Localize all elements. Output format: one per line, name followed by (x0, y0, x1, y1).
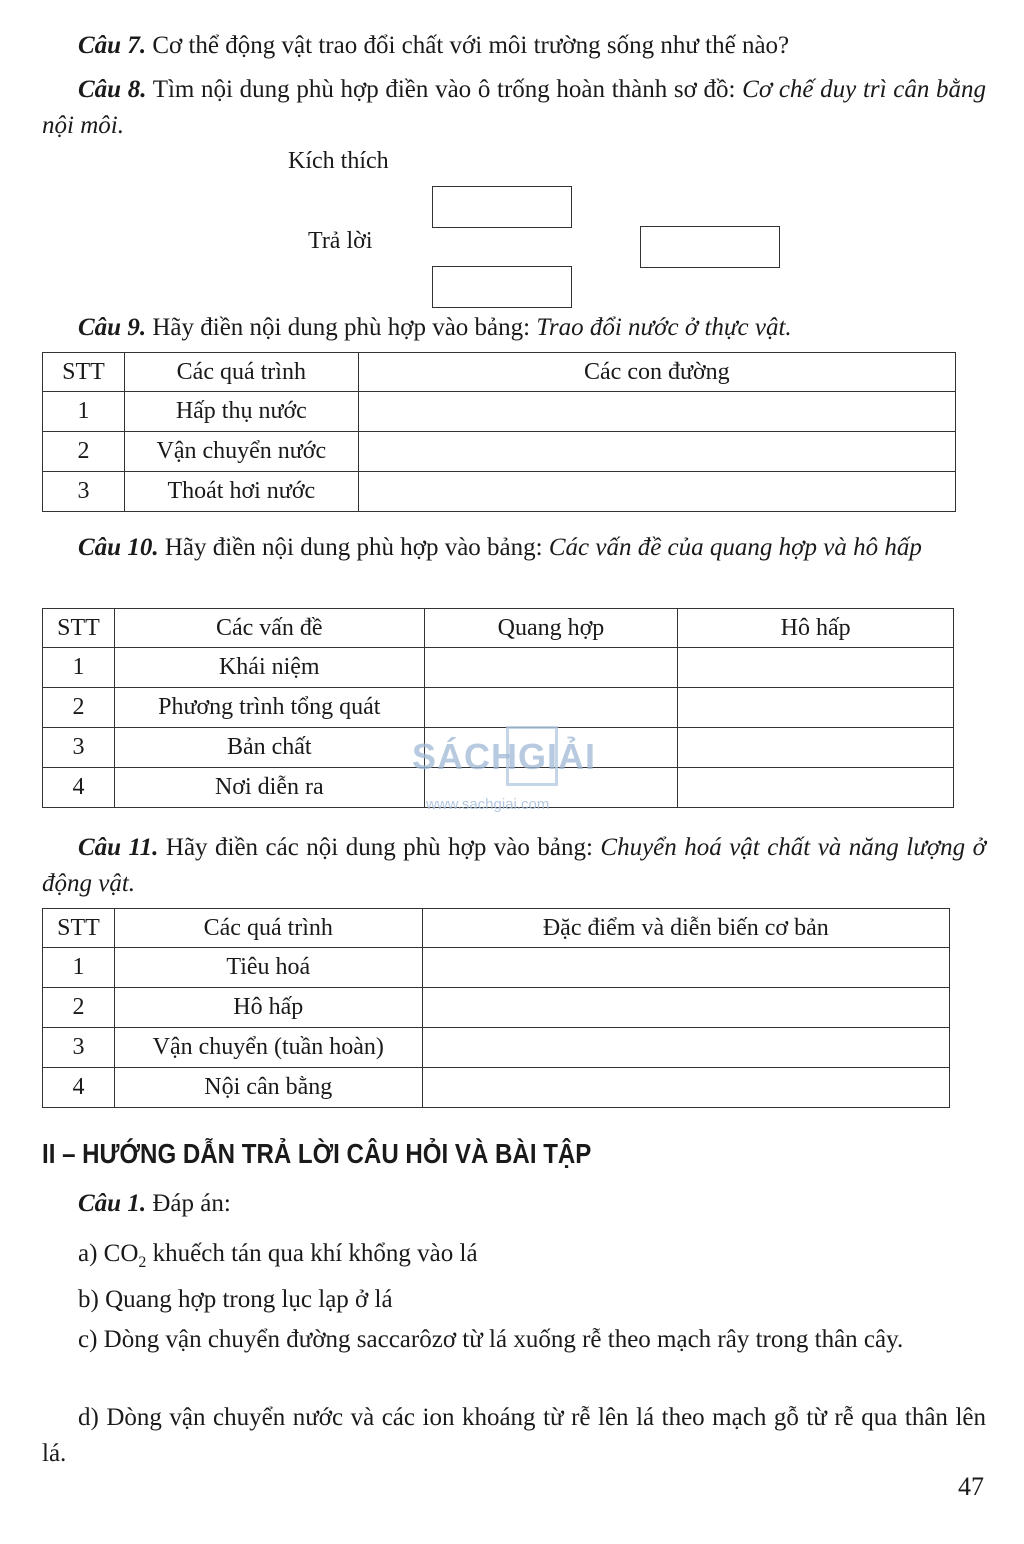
table-row (43, 392, 956, 432)
question-10 (42, 530, 986, 566)
cell-answer[interactable] (422, 1028, 949, 1068)
cell-answer[interactable] (424, 728, 678, 768)
question-7 (42, 28, 986, 64)
question-11-italic: Chuyển hoá vật chất và năng lượng ở động vật. (42, 834, 986, 897)
header-processes: Các quá trình (124, 353, 358, 392)
cell-answer[interactable] (422, 988, 949, 1028)
cell-stt: 4 (43, 768, 115, 808)
question-8-text: Tìm nội dung phù hợp điền vào ô trống hoàn thành sơ đồ: (146, 76, 743, 103)
answer-1d: d) Dòng vận chuyển nước và các ion khoáng từ rễ lên lá theo mạch gỗ từ rễ qua thân lên lá. (42, 1404, 986, 1467)
cell-process: Vận chuyển nước (124, 432, 358, 472)
question-7-text: Cơ thể động vật trao đổi chất với môi trường sống như thế nào? (146, 32, 790, 59)
question-8 (42, 72, 986, 144)
table-row (43, 768, 954, 808)
diagram-empty-box-right[interactable] (640, 226, 780, 268)
cell-answer[interactable] (678, 768, 954, 808)
question-11 (42, 830, 986, 902)
table-row (43, 688, 954, 728)
cell-answer[interactable] (424, 768, 678, 808)
table-row (43, 1028, 950, 1068)
answer-1-label: Câu 1. (78, 1190, 147, 1217)
cell-stt: 3 (43, 472, 125, 512)
answer-1a (42, 1236, 986, 1281)
header-characteristics: Đặc điểm và diễn biến cơ bản (422, 909, 949, 948)
cell-stt: 2 (43, 432, 125, 472)
answer-1a-pre: a) CO (78, 1240, 139, 1267)
table-row (43, 728, 954, 768)
cell-stt: 1 (43, 392, 125, 432)
cell-process: Nội cân bằng (114, 1068, 422, 1108)
answer-1-text: Đáp án: (146, 1190, 231, 1217)
table-animal-metabolism (42, 908, 950, 1108)
cell-answer[interactable] (424, 688, 678, 728)
answer-1a-sub: 2 (138, 1254, 147, 1271)
header-stt: STT (43, 909, 115, 948)
question-9-label: Câu 9. (78, 314, 147, 341)
answer-1c: c) Dòng vận chuyển đường saccarôzơ từ lá xuống rễ theo mạch rây trong thân cây. (78, 1326, 904, 1353)
cell-stt: 2 (43, 988, 115, 1028)
cell-stt: 1 (43, 648, 115, 688)
header-stt: STT (43, 609, 115, 648)
cell-stt: 3 (43, 1028, 115, 1068)
cell-answer[interactable] (358, 392, 955, 432)
cell-process: Vận chuyển (tuần hoàn) (114, 1028, 422, 1068)
question-7-label: Câu 7. (78, 32, 147, 59)
section-title: II – HƯỚNG DẪN TRẢ LỜI CÂU HỎI VÀ BÀI TẬP (42, 1138, 592, 1169)
answer-1 (42, 1186, 986, 1222)
table-row (43, 948, 950, 988)
cell-answer[interactable] (422, 1068, 949, 1108)
header-photosynthesis: Quang hợp (424, 609, 678, 648)
header-stt: STT (43, 353, 125, 392)
cell-answer[interactable] (678, 728, 954, 768)
cell-issue: Bản chất (114, 728, 424, 768)
header-issues: Các vấn đề (114, 609, 424, 648)
cell-issue: Khái niệm (114, 648, 424, 688)
table-row (43, 432, 956, 472)
diagram-empty-box-top[interactable] (432, 186, 572, 228)
answer-1a-post: khuếch tán qua khí khổng vào lá (146, 1240, 478, 1267)
cell-answer[interactable] (424, 648, 678, 688)
question-8-italic: Cơ chế duy trì cân bằng nội môi. (42, 76, 986, 139)
cell-process: Tiêu hoá (114, 948, 422, 988)
table-header-row (43, 353, 956, 392)
question-10-italic: Các vấn đề của quang hợp và hô hấp (548, 534, 922, 561)
question-9-text: Hãy điền nội dung phù hợp vào bảng: (146, 314, 537, 341)
watermark-url: www.sachgiai.com (426, 796, 550, 813)
cell-stt: 3 (43, 728, 115, 768)
question-11-label: Câu 11. (78, 834, 159, 861)
cell-stt: 1 (43, 948, 115, 988)
cell-stt: 2 (43, 688, 115, 728)
question-8-label: Câu 8. (78, 76, 147, 103)
cell-answer[interactable] (358, 472, 955, 512)
diagram-response-label: Trả lời (308, 228, 373, 254)
question-11-text: Hãy điền các nội dung phù hợp vào bảng: (158, 834, 601, 861)
cell-issue: Nơi diễn ra (114, 768, 424, 808)
cell-process: Hấp thụ nước (124, 392, 358, 432)
cell-process: Thoát hơi nước (124, 472, 358, 512)
header-respiration: Hô hấp (678, 609, 954, 648)
table-header-row (43, 909, 950, 948)
table-row (43, 1068, 950, 1108)
table-row (43, 472, 956, 512)
watermark-text: SÁCHGIẢI (412, 736, 597, 777)
table-row (43, 648, 954, 688)
table-header-row (43, 609, 954, 648)
table-photosynthesis-respiration (42, 608, 954, 808)
cell-stt: 4 (43, 1068, 115, 1108)
table-row (43, 988, 950, 1028)
question-10-label: Câu 10. (78, 534, 159, 561)
cell-answer[interactable] (678, 688, 954, 728)
cell-answer[interactable] (358, 432, 955, 472)
cell-answer[interactable] (422, 948, 949, 988)
cell-issue: Phương trình tổng quát (114, 688, 424, 728)
table-water-exchange (42, 352, 956, 512)
answer-1b: b) Quang hợp trong lục lạp ở lá (78, 1286, 393, 1313)
question-10-text: Hãy điền nội dung phù hợp vào bảng: (158, 534, 549, 561)
page-number: 47 (958, 1472, 984, 1501)
diagram-stimulus-label: Kích thích (288, 148, 389, 174)
header-processes: Các quá trình (114, 909, 422, 948)
question-9-italic: Trao đổi nước ở thực vật. (536, 314, 792, 341)
cell-process: Hô hấp (114, 988, 422, 1028)
header-pathways: Các con đường (358, 353, 955, 392)
question-9 (42, 310, 986, 346)
cell-answer[interactable] (678, 648, 954, 688)
diagram-empty-box-bottom[interactable] (432, 266, 572, 308)
